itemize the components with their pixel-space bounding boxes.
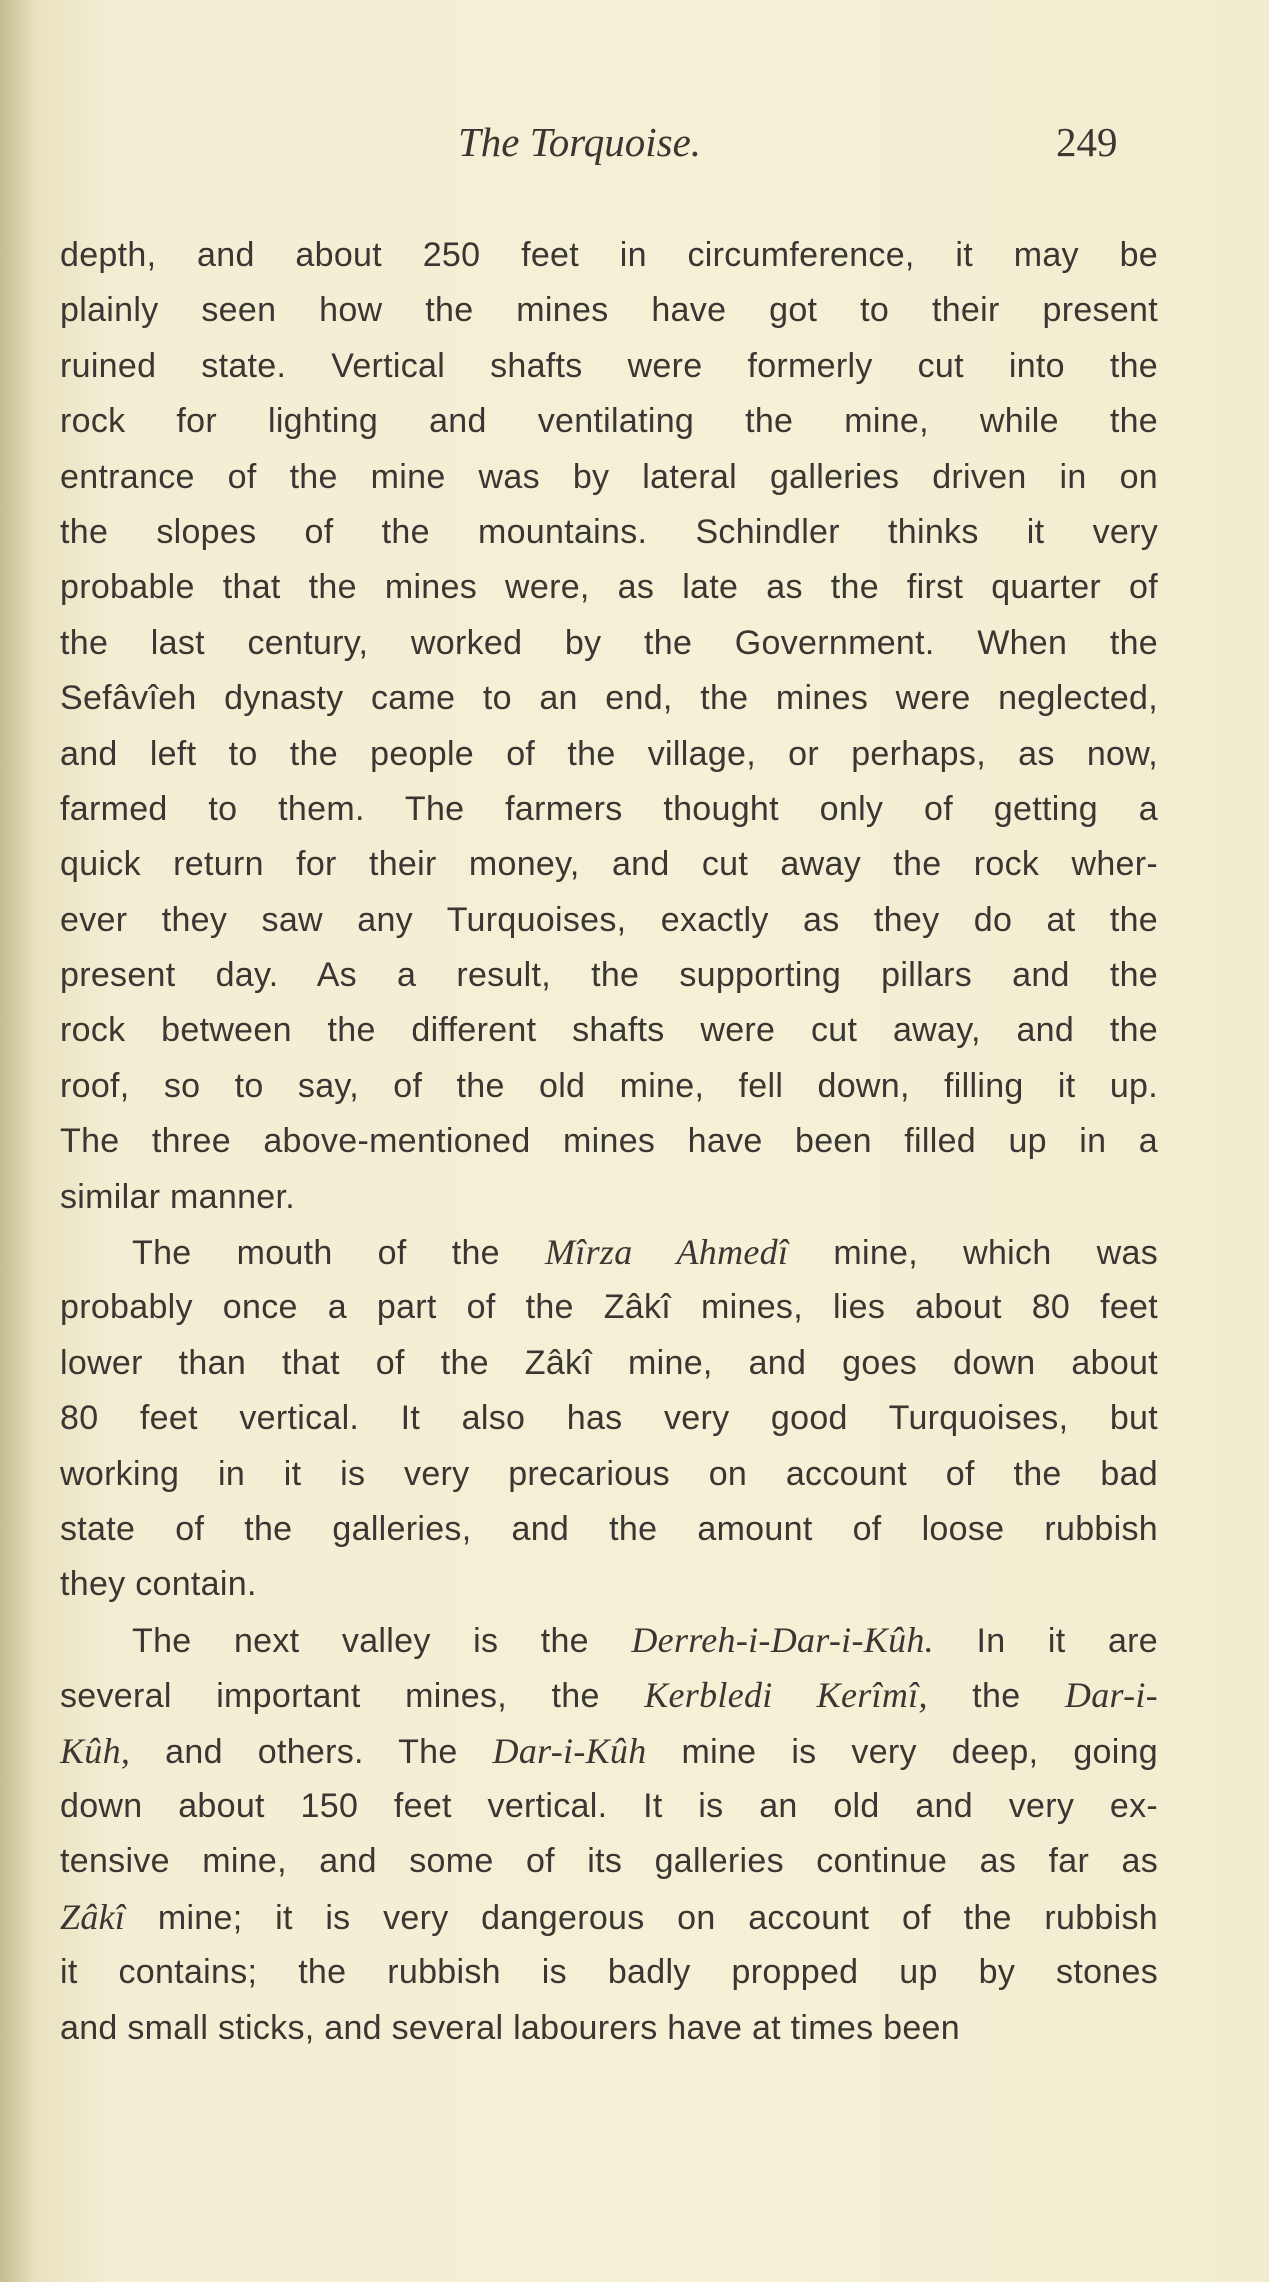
text-line: the slopes of the mountains. Schindler thinks it very	[60, 512, 1158, 551]
text-line: lower than that of the Zâkî mine, and goes down about	[60, 1343, 1158, 1382]
text-line	[60, 1613, 1158, 1668]
text-line: entrance of the mine was by lateral galleries driven in on	[60, 457, 1158, 496]
running-title: The Torquoise.	[458, 119, 702, 165]
text-line: farmed to them. The farmers thought only of getting a	[60, 789, 1158, 828]
text-line: working in it is very precarious on account of the bad	[60, 1454, 1158, 1493]
text-run: several important mines, the	[60, 1677, 645, 1716]
text-line: present day. As a result, the supporting pillars and the	[60, 956, 1158, 995]
text-line: and left to the people of the village, or perhaps, as now,	[60, 734, 1158, 773]
mine-name-kerbledi-kerimi: Kerbledi Kerîmî,	[644, 1675, 928, 1716]
text-line: probable that the mines were, as late as the first quarter of	[60, 568, 1158, 607]
binding-shadow	[0, 0, 34, 2282]
valley-name: Derreh-i-Dar-i-Kûh.	[631, 1619, 934, 1660]
text-run: mine, which was	[788, 1234, 1158, 1273]
text-line: Sefâvîeh dynasty came to an end, the mines were neglected,	[60, 679, 1158, 718]
body-text	[60, 228, 1158, 2056]
text-line: ever they saw any Turquoises, exactly as they do at the	[60, 900, 1158, 939]
text-run: The next valley is the	[132, 1621, 632, 1660]
text-line: rock for lighting and ventilating the mine, while the	[60, 402, 1158, 441]
text-run: mine is very deep, going	[646, 1732, 1159, 1771]
text-run: The mouth of the	[132, 1234, 545, 1273]
text-line: rock between the different shafts were cut away, and the	[60, 1011, 1158, 1050]
text-line	[60, 1668, 1158, 1723]
text-line: state of the galleries, and the amount of loose rubbish	[60, 1509, 1158, 1548]
mine-name-dar-i-kuh: Dar-i-	[1064, 1675, 1158, 1716]
text-line: The three above-mentioned mines have been filled up in a	[60, 1122, 1158, 1161]
mine-name-dar-i-kuh: Kûh,	[60, 1730, 131, 1771]
text-line: plainly seen how the mines have got to their present	[60, 291, 1158, 330]
text-line: the last century, worked by the Government. When the	[60, 623, 1158, 662]
text-run: In it are	[933, 1621, 1158, 1660]
text-line: it contains; the rubbish is badly propped up by stones	[60, 1953, 1158, 1992]
text-line: roof, so to say, of the old mine, fell down, filling it up.	[60, 1066, 1158, 1105]
text-line: probably once a part of the Zâkî mines, lies about 80 feet	[60, 1288, 1158, 1327]
text-line: depth, and about 250 feet in circumference, it may be	[60, 236, 1158, 274]
text-line	[60, 1225, 1158, 1280]
text-line: similar manner.	[60, 1177, 296, 1216]
text-line: down about 150 feet vertical. It is an old and very ex-	[60, 1786, 1158, 1825]
text-run: mine; it is very dangerous on account of the rubbish	[125, 1898, 1158, 1937]
page-header	[0, 118, 1269, 178]
text-run: and others. The	[130, 1732, 493, 1771]
text-line	[60, 1890, 1158, 1945]
text-line: and small sticks, and several labourers have at times been	[60, 2008, 960, 2047]
text-line: they contain.	[60, 1565, 257, 1604]
text-line: tensive mine, and some of its galleries continue as far as	[60, 1842, 1158, 1881]
text-line	[60, 1724, 1158, 1779]
mine-name-mirza-ahmedi: Mîrza Ahmedî	[545, 1232, 789, 1273]
mine-name-zaki: Zâkî	[60, 1896, 126, 1937]
page-number: 249	[1056, 119, 1118, 165]
mine-name-dar-i-kuh: Dar-i-Kûh	[492, 1730, 647, 1771]
text-line: quick return for their money, and cut away the rock wher-	[60, 845, 1158, 884]
text-run: the	[927, 1677, 1065, 1716]
text-line: ruined state. Vertical shafts were formerly cut into the	[60, 346, 1158, 385]
text-line: 80 feet vertical. It also has very good Turquoises, but	[60, 1399, 1158, 1438]
